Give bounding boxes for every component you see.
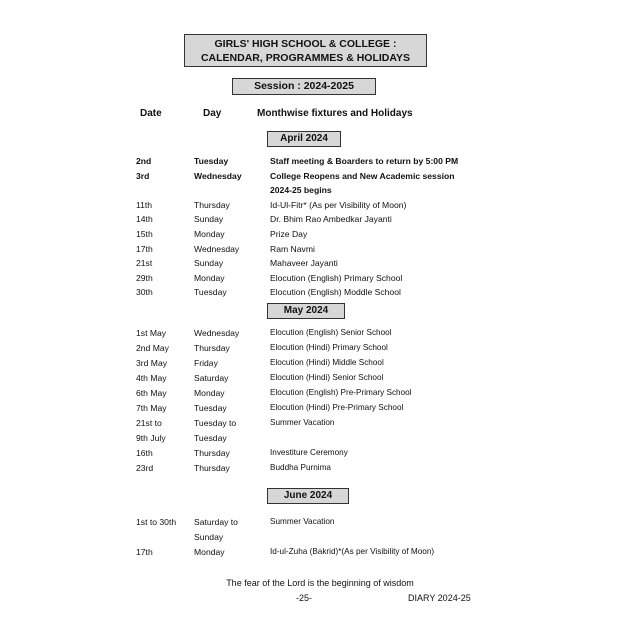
day-cell: Monday <box>194 229 225 239</box>
event-cell: Summer Vacation <box>270 418 335 427</box>
date-cell: 3rd <box>136 170 150 181</box>
table-row <box>0 183 640 197</box>
table-row <box>0 169 640 183</box>
day-cell: Monday <box>194 388 225 398</box>
date-cell: 17th <box>136 547 153 557</box>
date-cell: 9th July <box>136 433 166 443</box>
day-cell: Wednesday <box>194 328 240 338</box>
table-row <box>0 356 640 370</box>
page-number: -25- <box>296 593 313 603</box>
table-row <box>0 401 640 415</box>
table-row <box>0 431 640 445</box>
day-cell: Wednesday <box>194 243 240 254</box>
header-events: Monthwise fixtures and Holidays <box>257 108 413 119</box>
day-cell: Tuesday to <box>194 418 237 428</box>
day-cell: Friday <box>194 358 218 368</box>
table-row <box>0 416 640 430</box>
table-row <box>0 545 640 559</box>
day-cell: Wednesday <box>194 170 242 181</box>
month-april: April 2024 <box>267 131 341 147</box>
day-cell: Sunday <box>194 258 224 269</box>
date-cell: 7th May <box>136 403 167 413</box>
event-cell: Investiture Ceremony <box>270 448 348 457</box>
table-row <box>0 515 640 529</box>
event-cell: Elocution (Hindi) Middle School <box>270 358 384 367</box>
table-row <box>0 341 640 355</box>
date-cell: 29th <box>136 272 153 283</box>
day-cell: Tuesday <box>194 433 227 443</box>
event-cell: Ram Navmi <box>270 243 315 254</box>
event-cell: Staff meeting & Boarders to return by 5:00 PM <box>270 156 459 166</box>
page-title <box>184 34 427 67</box>
table-row <box>0 326 640 340</box>
day-cell: Tuesday <box>194 156 229 166</box>
diary-label: DIARY 2024-25 <box>408 593 471 603</box>
date-cell: 1st May <box>136 328 167 338</box>
event-cell: 2024-25 begins <box>270 185 332 196</box>
date-cell: 11th <box>136 199 153 210</box>
event-cell: Prize Day <box>270 229 308 239</box>
event-cell: Summer Vacation <box>270 517 335 526</box>
date-cell: 21st <box>136 258 153 269</box>
title-line-2: CALENDAR, PROGRAMMES & HOLIDAYS <box>200 52 411 64</box>
day-cell: Thursday <box>194 343 230 353</box>
event-cell: Elocution (English) Senior School <box>270 328 392 337</box>
date-cell: 2nd May <box>136 343 169 353</box>
date-cell: 4th May <box>136 373 167 383</box>
day-cell: Thursday <box>194 463 230 473</box>
footer-quote: The fear of the Lord is the beginning of wisdom <box>226 578 414 588</box>
date-cell: 21st to <box>136 418 162 428</box>
event-cell: Id-ul-Zuha (Bakrid)*(As per Visibility of Moon) <box>270 547 435 556</box>
table-row <box>0 227 640 241</box>
event-cell: Elocution (English) Moddle School <box>270 287 401 298</box>
event-cell: Elocution (English) Primary School <box>270 272 403 283</box>
event-cell: Mahaveer Jayanti <box>270 258 338 269</box>
day-cell: Tuesday <box>194 287 227 298</box>
event-cell: Elocution (Hindi) Primary School <box>270 343 388 352</box>
day-cell: Saturday <box>194 373 229 383</box>
session-label: Session : 2024-2025 <box>232 78 376 95</box>
date-cell: 3rd May <box>136 358 168 368</box>
date-cell: 16th <box>136 448 153 458</box>
table-row <box>0 386 640 400</box>
table-row <box>0 212 640 226</box>
table-row <box>0 242 640 256</box>
date-cell: 15th <box>136 229 153 239</box>
day-cell: Monday <box>194 272 225 283</box>
date-cell: 2nd <box>136 156 152 166</box>
title-line-1: GIRLS' HIGH SCHOOL & COLLEGE : <box>214 38 397 50</box>
event-cell: Buddha Purnima <box>270 463 331 472</box>
event-cell: Id-Ul-Fitr* (As per Visibility of Moon) <box>270 199 407 210</box>
table-row <box>0 271 640 285</box>
day-cell: Sunday <box>194 214 224 225</box>
table-row <box>0 285 640 299</box>
event-cell: Elocution (Hindi) Senior School <box>270 373 384 382</box>
day-cell: Monday <box>194 547 225 557</box>
event-cell: Dr. Bhim Rao Ambedkar Jayanti <box>270 214 392 225</box>
table-row <box>0 530 640 544</box>
table-row <box>0 461 640 475</box>
date-cell: 14th <box>136 214 153 225</box>
day-cell: Thursday <box>194 448 230 458</box>
day-cell: Tuesday <box>194 403 227 413</box>
event-cell: Elocution (English) Pre-Primary School <box>270 388 412 397</box>
event-cell: Elocution (Hindi) Pre-Primary School <box>270 403 404 412</box>
day-cell: Sunday <box>194 532 224 542</box>
month-june: June 2024 <box>267 488 349 504</box>
event-cell: College Reopens and New Academic session <box>270 170 455 181</box>
header-day: Day <box>203 108 222 119</box>
table-row <box>0 198 640 212</box>
header-date: Date <box>140 108 162 119</box>
day-cell: Thursday <box>194 199 230 210</box>
month-may: May 2024 <box>267 303 345 319</box>
table-row <box>0 154 640 168</box>
date-cell: 17th <box>136 243 153 254</box>
date-cell: 23rd <box>136 463 154 473</box>
date-cell: 30th <box>136 287 153 298</box>
day-cell: Saturday to <box>194 517 238 527</box>
table-row <box>0 256 640 270</box>
table-row <box>0 446 640 460</box>
date-cell: 6th May <box>136 388 167 398</box>
table-row <box>0 371 640 385</box>
date-cell: 1st to 30th <box>136 517 177 527</box>
